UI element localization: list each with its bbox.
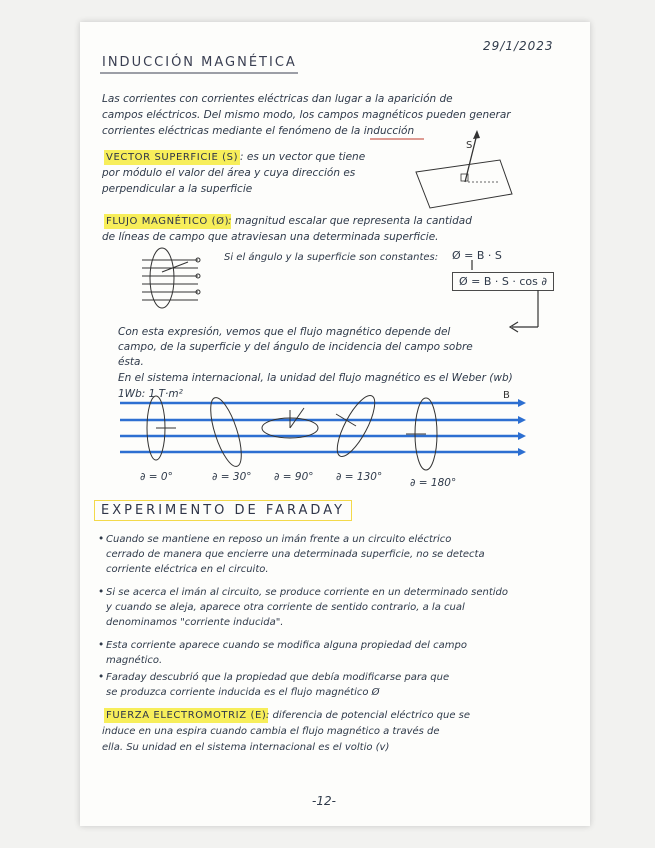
intro-line-1: Las corrientes con corrientes eléctricas dan lugar a la aparición de xyxy=(102,93,453,105)
faraday-b3-l2: magnético. xyxy=(106,655,163,666)
flujo-heading: FLUJO MAGNÉTICO (Ø) xyxy=(106,216,230,227)
angle-30: ∂ = 30° xyxy=(212,471,252,483)
faraday-b2-l3: denominamos "corriente inducida". xyxy=(106,617,284,628)
faraday-b2-l1: Si se acerca el imán al circuito, se produce corriente en un determinado sentido xyxy=(106,587,508,598)
page-number: -12- xyxy=(312,794,336,808)
vector-heading: VECTOR SUPERFICIE (S) xyxy=(106,152,239,163)
fem-heading: FUERZA ELECTROMOTRIZ (E) xyxy=(106,710,267,721)
faraday-b4-l2: se produzca corriente inducida es el flujo magnético Ø xyxy=(106,687,380,698)
expression-line-3: ésta. xyxy=(118,356,144,368)
formula-basic: Ø = B · S xyxy=(452,249,502,262)
formula-with-angle: Ø = B · S · cos ∂ xyxy=(452,272,554,291)
flux-loop-diagram xyxy=(142,248,200,308)
expression-line-5: 1Wb: 1 T·m² xyxy=(118,388,183,400)
intro-line-3: corrientes eléctricas mediante el fenómeno de la inducción xyxy=(102,125,415,137)
fem-line-2: induce en una espira cuando cambia el flujo magnético a través de xyxy=(102,726,440,737)
angle-0: ∂ = 0° xyxy=(140,471,173,483)
vector-line-3: perpendicular a la superficie xyxy=(102,183,253,195)
faraday-b2-l2: y cuando se aleja, aparece otra corriente de sentido contrario, a la cual xyxy=(106,602,465,613)
flujo-condition: Si el ángulo y la superficie son constantes: xyxy=(224,252,439,263)
date: 29/1/2023 xyxy=(483,39,554,53)
field-arrowheads xyxy=(518,399,526,456)
connector-arrow xyxy=(472,260,538,332)
surface-vector-diagram xyxy=(416,130,512,208)
faraday-b1-l2: cerrado de manera que encierre una determinada superficie, no se detecta xyxy=(106,549,485,560)
faraday-b3-l1: Esta corriente aparece cuando se modifica alguna propiedad del campo xyxy=(106,640,467,651)
notebook-page xyxy=(80,22,590,826)
bullet-dot: • xyxy=(98,639,105,651)
expression-line-2: campo, de la superficie y del ángulo de incidencia del campo sobre xyxy=(118,341,473,353)
fem-line-1: : diferencia de potencial eléctrico que se xyxy=(266,710,471,721)
expression-line-1: Con esta expresión, vemos que el flujo magnético depende del xyxy=(118,326,451,338)
vector-line-2: por módulo el valor del área y cuya dirección es xyxy=(102,167,356,179)
faraday-heading: EXPERIMENTO DE FARADAY xyxy=(94,500,352,521)
bullet-dot: • xyxy=(98,671,105,683)
angle-90: ∂ = 90° xyxy=(274,471,314,483)
field-lines xyxy=(120,403,520,452)
field-b-label: B xyxy=(503,390,510,401)
fem-line-3: ella. Su unidad en el sistema internacional es el voltio (v) xyxy=(102,742,390,753)
vector-line-1: : es un vector que tiene xyxy=(240,151,366,163)
faraday-b1-l1: Cuando se mantiene en reposo un imán frente a un circuito eléctrico xyxy=(106,534,452,545)
expression-line-4: En el sistema internacional, la unidad del flujo magnético es el Weber (wb) xyxy=(118,372,513,384)
vector-s-label: S xyxy=(466,140,473,151)
faraday-b4-l1: Faraday descubrió que la propiedad que debía modificarse para que xyxy=(106,672,450,683)
faraday-b1-l3: corriente eléctrica en el circuito. xyxy=(106,564,269,575)
angle-130: ∂ = 130° xyxy=(336,471,383,483)
bullet-dot: • xyxy=(98,586,105,598)
flujo-line-1: : magnitud escalar que representa la cantidad xyxy=(228,215,472,227)
page-title: INDUCCIÓN MAGNÉTICA xyxy=(102,55,297,70)
bullet-dot: • xyxy=(98,533,105,545)
intro-line-2: campos eléctricos. Del mismo modo, los campos magnéticos pueden generar xyxy=(102,109,511,121)
flujo-line-2: de líneas de campo que atraviesan una determinada superficie. xyxy=(102,231,439,243)
angle-180: ∂ = 180° xyxy=(410,477,457,489)
diagrams xyxy=(80,22,590,826)
